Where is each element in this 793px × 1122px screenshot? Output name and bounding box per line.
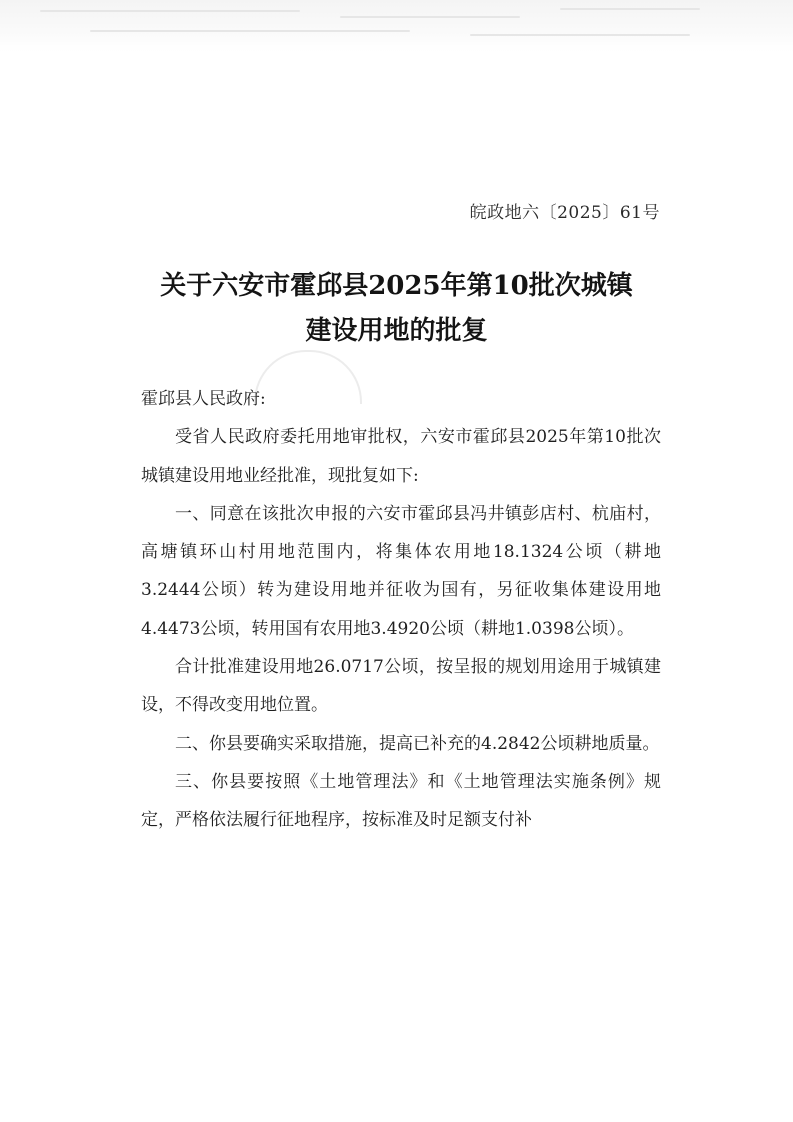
title-line-2: 建设用地的批复 [305,316,488,346]
paragraph-item-3: 三、你县要按照《土地管理法》和《土地管理法实施条例》规定，严格依法履行征地程序，按标准及时足额支付补 [141,771,661,831]
paragraph-total: 合计批准建设用地26.0717公顷，按呈报的规划用途用于城镇建设，不得改变用地位置。 [141,657,661,716]
title-line-1: 关于六安市霍邱县2025年第10批次城镇 [160,271,633,301]
salutation: 霍邱县人民政府: [141,389,266,409]
paragraph-item-2: 二、你县要确实采取措施，提高已补充的4.2842公顷耕地质量。 [175,733,660,754]
document-number: 皖政地六〔2025〕61号 [469,203,660,223]
document-title [0,264,793,354]
document-body [141,380,661,840]
scan-shadow-top [0,0,793,52]
paragraph-item-1: 一、同意在该批次申报的六安市霍邱县冯井镇彭店村、杭庙村，高塘镇环山村用地范围内，将集体农用地18.1324公顷（耕地3.2444公顷）转为建设用地并征收为国有，另征收集体建设用地4.4473公顷，转用国有农用地3.4920公顷（耕地1.0398公顷）。 [141,503,661,639]
paragraph-authorization: 受省人民政府委托用地审批权，六安市霍邱县2025年第10批次城镇建设用地业经批准，现批复如下: [141,427,661,486]
